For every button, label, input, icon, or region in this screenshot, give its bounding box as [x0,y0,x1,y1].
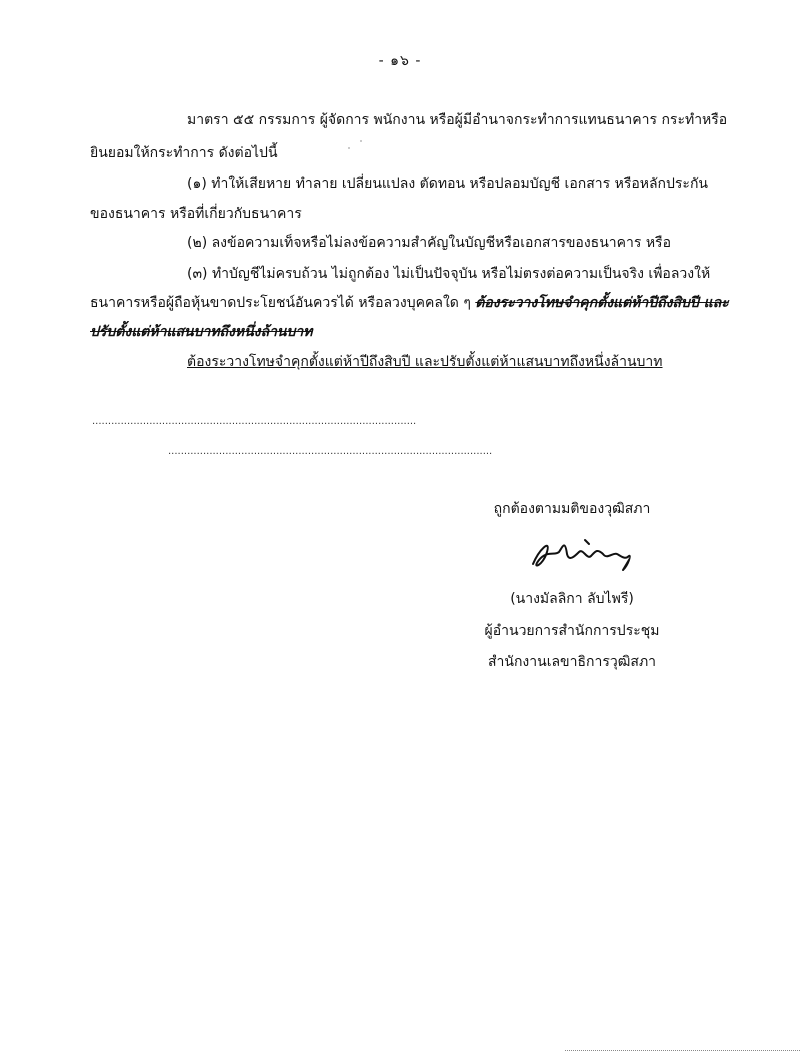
page-bottom-rule [565,1050,800,1051]
scan-speck [348,147,350,149]
section-intro-line2: ยินยอมให้กระทำการ ดังต่อไปนี้ [90,145,278,161]
item1-line1: (๑) ทำให้เสียหาย ทำลาย เปลี่ยนแปลง ตัดทอน หรือปลอมบัญชี เอกสาร หรือหลักประกัน [187,176,709,192]
page-number: - ๑๖ - [378,53,422,69]
amendment-text: ต้องระวางโทษจำคุกตั้งแต่ห้าปีถึงสิบปี และปรับตั้งแต่ห้าแสนบาทถึงหนึ่งล้านบาท [187,354,663,370]
struck-fine-text: ปรับตั้งแต่ห้าแสนบาทถึงหนึ่งล้านบาท [90,324,313,340]
item3-line1: (๓) ทำบัญชีไม่ครบถ้วน ไม่ถูกต้อง ไม่เป็นปัจจุบัน หรือไม่ตรงต่อความเป็นจริง เพื่อลวงให้ [187,266,711,282]
section-intro-line1: มาตรา ๕๕ กรรมการ ผู้จัดการ พนักงาน หรือผู้มีอำนาจกระทำการแทนธนาคาร กระทำหรือ [187,112,728,128]
scan-speck [360,140,362,142]
dotted-line-2: ...................................................................................................... [168,446,493,457]
item2-line1: (๒) ลงข้อความเท็จหรือไม่ลงข้อความสำคัญในบัญชีหรือเอกสารของธนาคาร หรือ [187,235,671,251]
item3-line2-text: ธนาคารหรือผู้ถือหุ้นขาดประโยชน์อันควรได้ หรือลวงบุคคลใด ๆ [90,295,476,311]
signature-image [525,530,645,580]
struck-penalty-text: ต้องระวางโทษจำคุกตั้งแต่ห้าปีถึงสิบปี และ [475,295,729,311]
signatory-office: สำนักงานเลขาธิการวุฒิสภา [487,654,657,670]
item1-line2: ของธนาคาร หรือที่เกี่ยวกับธนาคาร [90,206,302,222]
item3-line2 [90,293,729,313]
signatory-name: (นางมัลลิกา ลับไพรี) [510,591,634,607]
signatory-position: ผู้อำนวยการสำนักการประชุม [484,623,660,639]
certification-statement: ถูกต้องตามมติของวุฒิสภา [493,501,651,517]
dotted-line-1: ...................................................................................................... [92,416,417,427]
